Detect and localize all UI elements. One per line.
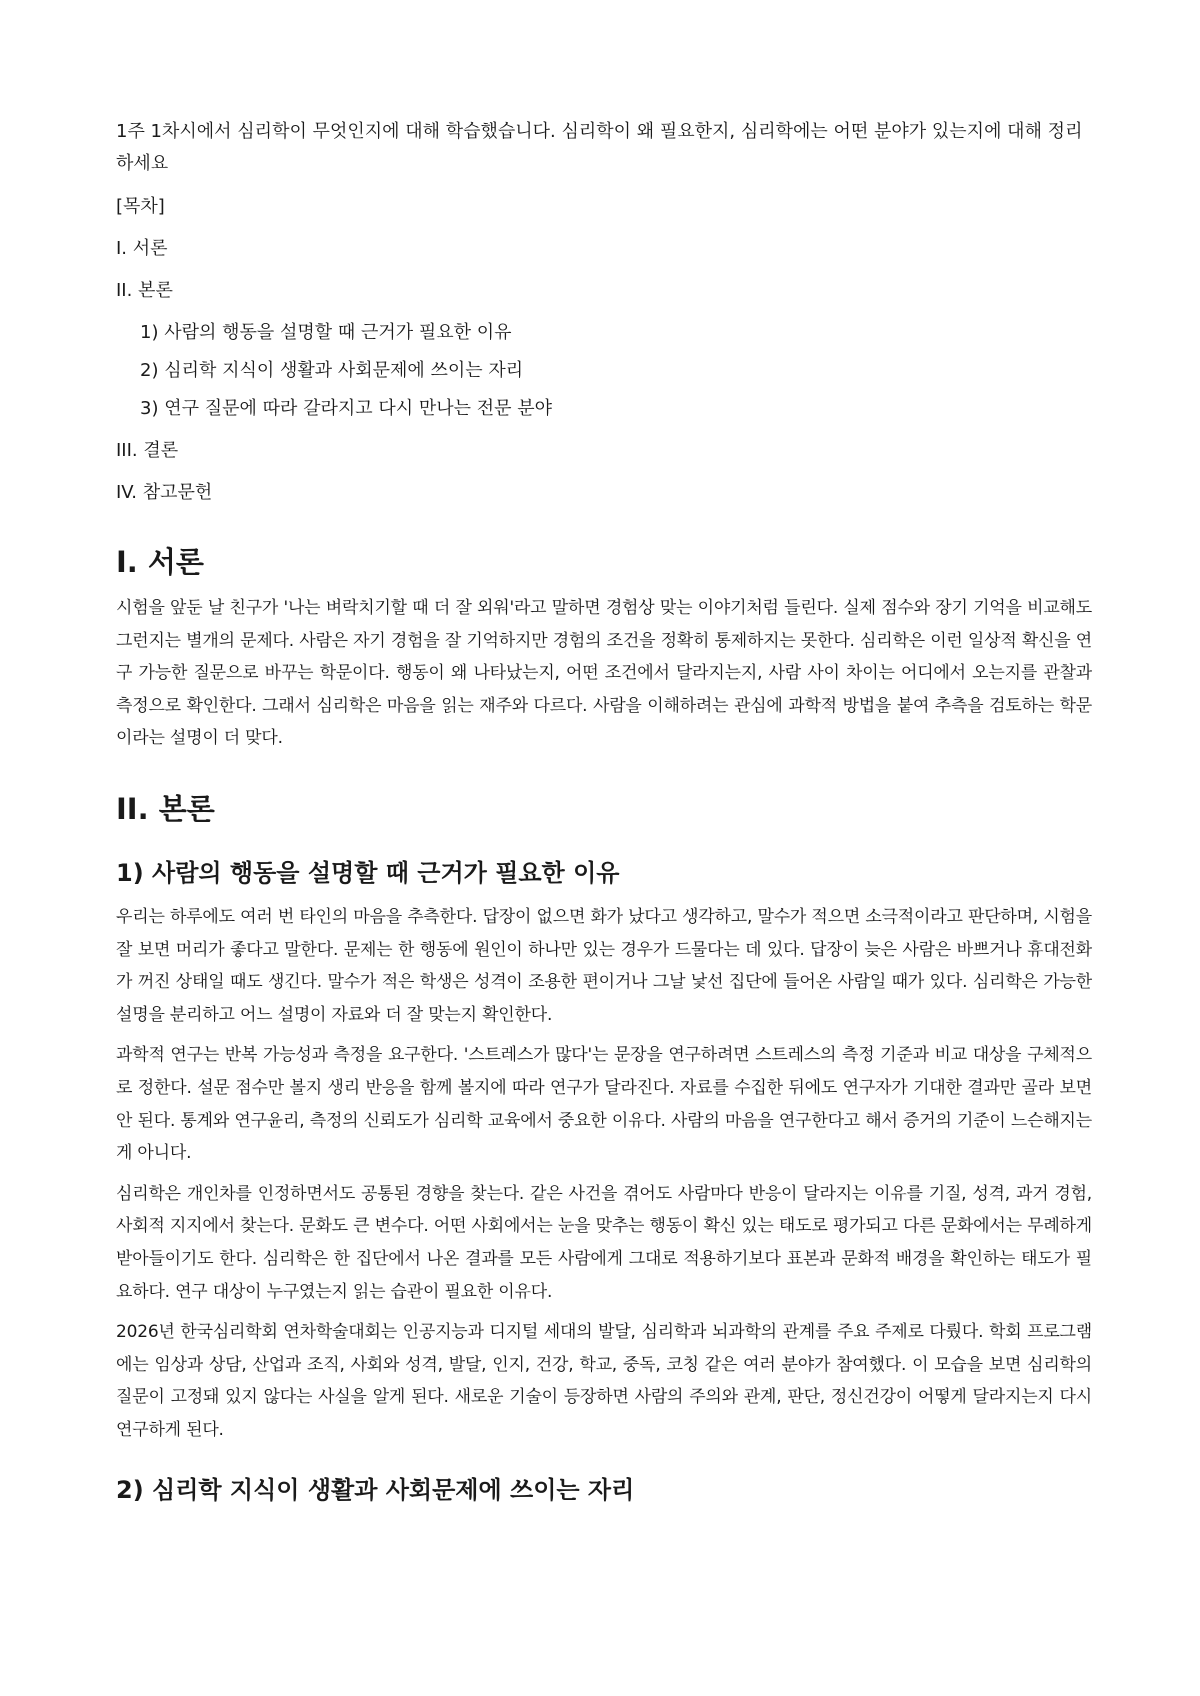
toc-item-conclusion: III. 결론 [116,440,179,461]
body-heading: II. 본론 [116,791,215,826]
toc-item-intro: I. 서론 [116,238,168,259]
table-of-contents [116,192,1092,508]
subsection-1-paragraph-3: 심리학은 개인차를 인정하면서도 공통된 경향을 찾는다. 같은 사건을 겪어도 사람마다 반응이 달라지는 이유를 기질, 성격, 과거 경험, 사회적 지지에서 찾는다. 문화도 큰 변수다. 어떤 사회에서는 눈을 맞추는 행동이 확신 있는 태도로 평가되고 다른 문화에서는 무례하게 받아들이기도 한다. 심리학은 한 집단에서 나온 결과를 모든 사람에게 그대로 적용하기보다 표본과 문화적 배경을 확인하는 태도가 필요하다. 연구 대상이 누구였는지 읽는 습관이 필요한 이유다. [116,1183,1092,1302]
toc-subitem-1: 1) 사람의 행동을 설명할 때 근거가 필요한 이유 [140,322,512,343]
subsection-1-paragraph-1: 우리는 하루에도 여러 번 타인의 마음을 추측한다. 답장이 없으면 화가 났다고 생각하고, 말수가 적으면 소극적이라고 판단하며, 시험을 잘 보면 머리가 좋다고 말한다. 문제는 한 행동에 원인이 하나만 있는 경우가 드물다는 데 있다. 답장이 늦은 사람은 바쁘거나 휴대전화가 꺼진 상태일 때도 생긴다. 말수가 적은 학생은 성격이 조용한 편이거나 그날 낯선 집단에 들어온 사람일 때가 있다. 심리학은 가능한 설명을 분리하고 어느 설명이 자료와 더 잘 맞는지 확인한다. [116,906,1092,1025]
intro-paragraph: 시험을 앞둔 날 친구가 '나는 벼락치기할 때 더 잘 외워'라고 말하면 경험상 맞는 이야기처럼 들린다. 실제 점수와 장기 기억을 비교해도 그런지는 별개의 문제다. 사람은 자기 경험을 잘 기억하지만 경험의 조건을 정확히 통제하지는 못한다. 심리학은 이런 일상적 확신을 연구 가능한 질문으로 바꾸는 학문이다. 행동이 왜 나타났는지, 어떤 조건에서 달라지는지, 사람 사이 차이는 어디에서 오는지를 관찰과 측정으로 확인한다. 그래서 심리학은 마음을 읽는 재주와 다르다. 사람을 이해하려는 관심에 과학적 방법을 붙여 추측을 검토하는 학문이라는 설명이 더 맞다. [116,598,1092,749]
toc-item-references: IV. 참고문헌 [116,482,213,503]
subsection-1-paragraph-4: 2026년 한국심리학회 연차학술대회는 인공지능과 디지털 세대의 발달, 심리학과 뇌과학의 관계를 주요 주제로 다뤘다. 학회 프로그램에는 임상과 상담, 산업과 조직, 사회와 성격, 발달, 인지, 건강, 학교, 중독, 코칭 같은 여러 분야가 참여했다. 이 모습을 보면 심리학의 질문이 고정돼 있지 않다는 사실을 알게 된다. 새로운 기술이 등장하면 사람의 주의와 관계, 판단, 정신건강이 어떻게 달라지는지 다시 연구하게 된다. [116,1322,1092,1440]
assignment-prompt: 1주 1차시에서 심리학이 무엇인지에 대해 학습했습니다. 심리학이 왜 필요한지, 심리학에는 어떤 분야가 있는지에 대해 정리하세요 [116,121,1083,174]
intro-heading: I. 서론 [116,545,204,579]
subsection-1-paragraph-2: 과학적 연구는 반복 가능성과 측정을 요구한다. '스트레스가 많다'는 문장을 연구하려면 스트레스의 측정 기준과 비교 대상을 구체적으로 정한다. 설문 점수만 볼지 생리 반응을 함께 볼지에 따라 연구가 달라진다. 자료를 수집한 뒤에도 연구자가 기대한 결과만 골라 보면 안 된다. 통계와 연구윤리, 측정의 신뢰도가 심리학 교육에서 중요한 이유다. 사람의 마음을 연구한다고 해서 증거의 기준이 느슨해지는 게 아니다. [116,1045,1092,1164]
subsection-2-heading: 2) 심리학 지식이 생활과 사회문제에 쓰이는 자리 [116,1476,635,1505]
toc-subitem-3: 3) 연구 질문에 따라 갈라지고 다시 만나는 전문 분야 [140,398,553,419]
toc-item-body: II. 본론 [116,280,173,301]
toc-label: [목차] [116,196,165,217]
subsection-1-heading: 1) 사람의 행동을 설명할 때 근거가 필요한 이유 [116,858,620,887]
toc-subitem-2: 2) 심리학 지식이 생활과 사회문제에 쓰이는 자리 [140,360,524,381]
